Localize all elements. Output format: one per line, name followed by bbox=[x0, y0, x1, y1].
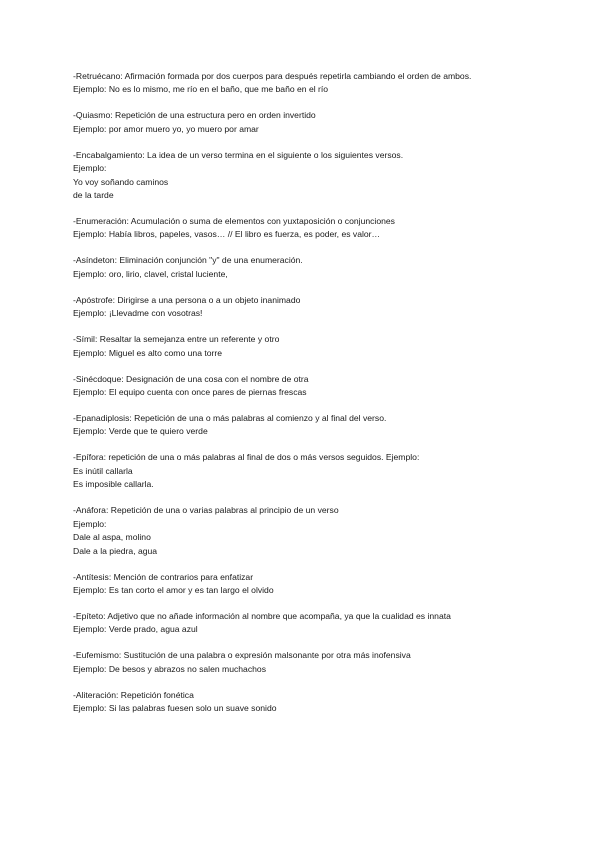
entry-example: Ejemplo: bbox=[73, 518, 107, 529]
entry-verse: Dale a la piedra, agua bbox=[73, 545, 158, 556]
entry-example: Ejemplo: No es lo mismo, me río en el baño, que me baño en el río bbox=[73, 84, 329, 95]
entry-verse: Yo voy soñando caminos bbox=[73, 176, 169, 187]
document-body bbox=[73, 70, 533, 728]
entry-sinecdoque bbox=[73, 373, 533, 400]
entry-encabalgamiento bbox=[73, 149, 533, 203]
entry-enumeracion bbox=[73, 215, 533, 242]
entry-eufemismo bbox=[73, 649, 533, 676]
entry-definition: -Enumeración: Acumulación o suma de elementos con yuxtaposición o conjunciones bbox=[73, 216, 395, 227]
entry-definition: -Encabalgamiento: La idea de un verso termina en el siguiente o los siguientes versos. bbox=[73, 149, 404, 160]
entry-definition: -Apóstrofe: Dirigirse a una persona o a un objeto inanimado bbox=[73, 294, 301, 305]
entry-epiteto bbox=[73, 610, 533, 637]
entry-simil bbox=[73, 333, 533, 360]
entry-example: Ejemplo: Verde que te quiero verde bbox=[73, 426, 208, 437]
entry-antitesis bbox=[73, 571, 533, 598]
entry-definition: -Antítesis: Mención de contrarios para enfatizar bbox=[73, 571, 254, 582]
entry-example: Ejemplo: Es tan corto el amor y es tan largo el olvido bbox=[73, 584, 274, 595]
entry-definition: -Eufemismo: Sustitución de una palabra o expresión malsonante por otra más inofensiva bbox=[73, 650, 411, 661]
entry-apostrofe bbox=[73, 294, 533, 321]
entry-definition: -Asíndeton: Eliminación conjunción "y" de una enumeración. bbox=[73, 255, 303, 266]
entry-definition: -Quiasmo: Repetición de una estructura pero en orden invertido bbox=[73, 110, 316, 121]
entry-definition: -Epíteto: Adjetivo que no añade información al nombre que acompaña, ya que la cualidad es innata bbox=[73, 610, 451, 621]
entry-example: Ejemplo: Verde prado, agua azul bbox=[73, 624, 198, 635]
entry-definition: -Epífora: repetición de una o más palabras al final de dos o más versos seguidos. Ejemplo: bbox=[73, 452, 420, 463]
entry-example: Ejemplo: Había libros, papeles, vasos… // El libro es fuerza, es poder, es valor… bbox=[73, 229, 381, 240]
entry-anafora bbox=[73, 504, 533, 558]
entry-asindeton bbox=[73, 254, 533, 281]
entry-verse: Dale al aspa, molino bbox=[73, 532, 151, 543]
entry-quiasmo bbox=[73, 109, 533, 136]
entry-verse: de la tarde bbox=[73, 190, 114, 201]
entry-definition: -Símil: Resaltar la semejanza entre un referente y otro bbox=[73, 334, 280, 345]
entry-epifora bbox=[73, 451, 533, 491]
entry-retruecano bbox=[73, 70, 533, 97]
entry-definition: -Anáfora: Repetición de una o varias palabras al principio de un verso bbox=[73, 505, 339, 516]
entry-example: Ejemplo: ¡Llevadme con vosotras! bbox=[73, 308, 203, 319]
entry-epanadiplosis bbox=[73, 412, 533, 439]
entry-verse: Es imposible callarla. bbox=[73, 479, 154, 490]
entry-definition: -Aliteración: Repetición fonética bbox=[73, 689, 194, 700]
entry-aliteracion bbox=[73, 689, 533, 716]
entry-example: Ejemplo: por amor muero yo, yo muero por amar bbox=[73, 123, 259, 134]
entry-example: Ejemplo: Si las palabras fuesen solo un suave sonido bbox=[73, 703, 277, 714]
entry-definition: -Sinécdoque: Designación de una cosa con el nombre de otra bbox=[73, 373, 309, 384]
entry-definition: -Retruécano: Afirmación formada por dos cuerpos para después repetirla cambiando el orden de ambos. bbox=[73, 71, 472, 81]
entry-example: Ejemplo: bbox=[73, 163, 107, 174]
entry-example: Ejemplo: El equipo cuenta con once pares de piernas frescas bbox=[73, 387, 307, 398]
entry-definition: -Epanadiplosis: Repetición de una o más palabras al comienzo y al final del verso. bbox=[73, 413, 387, 424]
entry-example: Ejemplo: Miguel es alto como una torre bbox=[73, 347, 223, 358]
entry-example: Ejemplo: oro, lirio, clavel, cristal luciente, bbox=[73, 268, 228, 279]
entry-example: Ejemplo: De besos y abrazos no salen muchachos bbox=[73, 663, 266, 674]
entry-verse: Es inútil callarla bbox=[73, 465, 133, 476]
